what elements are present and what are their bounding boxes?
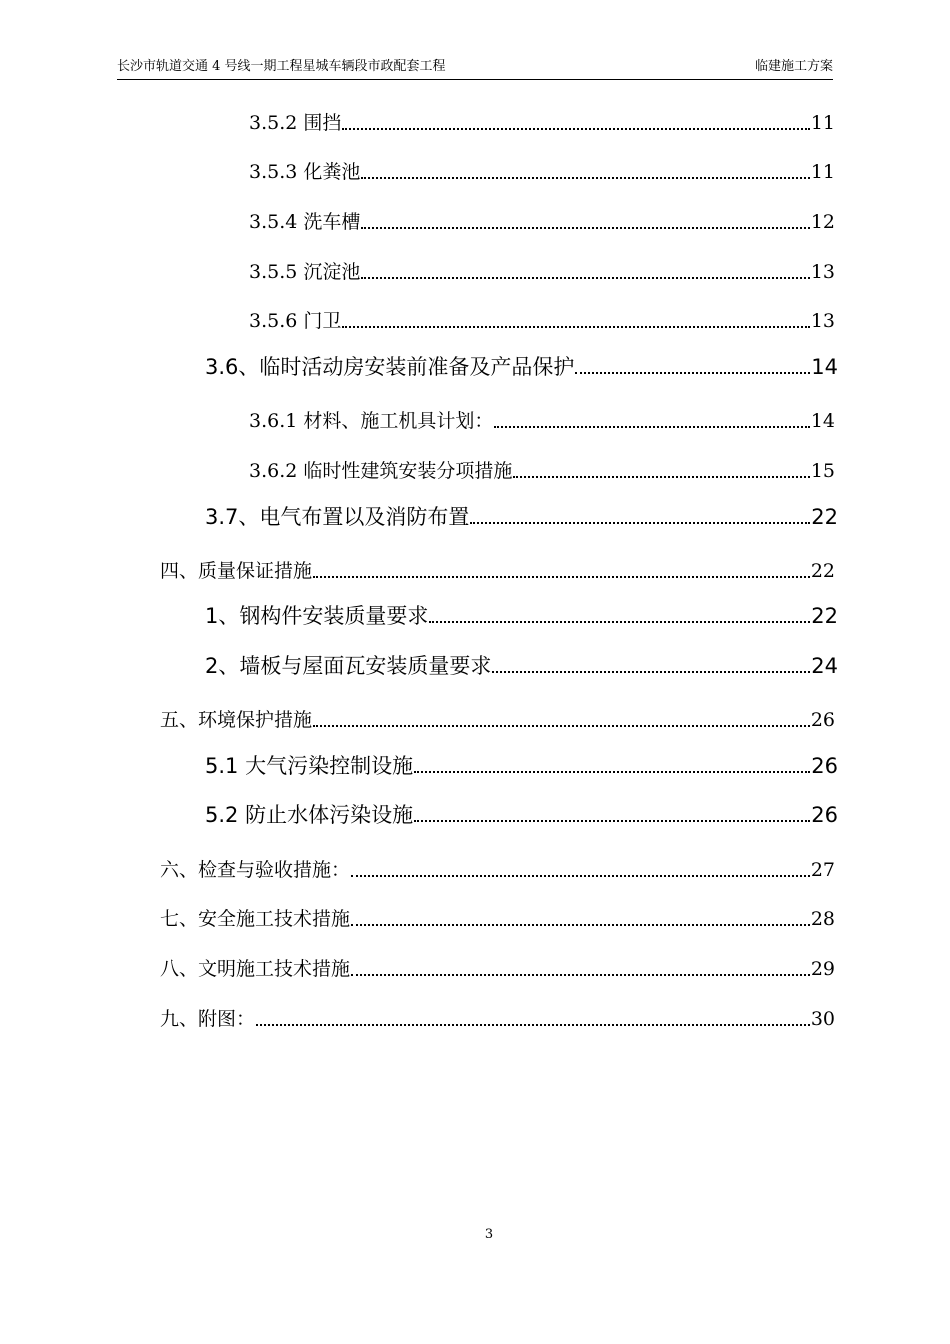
toc-dot-leader [513,476,809,478]
toc-entry-title: 2、墙板与屋面瓦安装质量要求 [205,654,492,678]
toc-entry[interactable] [249,456,835,486]
toc-entry-title: 3.5.6 门卫 [249,310,342,332]
toc-entry-title: 六、检查与验收措施： [160,859,351,881]
toc-entry-page: 22 [811,604,838,628]
header-divider [117,79,833,80]
toc-entry[interactable] [160,855,835,885]
toc-entry-title: 3.5.2 围挡 [249,112,342,134]
toc-dot-leader [361,177,809,179]
toc-entry[interactable] [249,108,835,138]
toc-entry-title: 5.2 防止水体污染设施 [205,803,414,827]
toc-dot-leader [313,725,810,727]
toc-dot-leader [414,820,810,822]
toc-entry[interactable] [160,705,835,735]
toc-entry-page: 13 [810,310,835,332]
header-project-title: 长沙市轨道交通 4 号线一期工程星城车辆段市政配套工程 [117,59,446,74]
toc-entry[interactable] [205,601,838,631]
toc-entry[interactable] [205,502,838,532]
toc-entry-title: 七、安全施工技术措施 [160,908,351,930]
toc-entry-title: 八、文明施工技术措施 [160,958,351,980]
toc-entry-title: 1、钢构件安装质量要求 [205,604,429,628]
toc-entry-page: 24 [811,654,838,678]
toc-dot-leader [351,875,810,877]
toc-entry[interactable] [205,651,838,681]
toc-dot-leader [414,771,810,773]
toc-dot-leader [256,1024,810,1026]
toc-entry-page: 30 [810,1008,835,1030]
toc-entry-title: 3.6.2 临时性建筑安装分项措施 [249,460,513,482]
toc-entry-title: 3.7、电气布置以及消防布置 [205,505,470,529]
header-document-title: 临建施工方案 [754,59,833,74]
toc-entry[interactable] [249,257,835,287]
toc-entry-page: 11 [810,161,835,183]
toc-dot-leader [351,974,810,976]
toc-entry[interactable] [160,556,835,586]
toc-entry[interactable] [249,306,835,336]
page-number: 3 [484,1227,494,1242]
toc-entry-page: 28 [810,908,835,930]
toc-entry[interactable] [249,207,835,237]
toc-entry-page: 27 [810,859,835,881]
toc-entry-title: 3.6.1 材料、施工机具计划： [249,410,494,432]
toc-entry-title: 五、环境保护措施 [160,709,313,731]
toc-dot-leader [470,522,810,524]
toc-entry[interactable] [160,1004,835,1034]
toc-entry-title: 3.6、临时活动房安装前准备及产品保护 [205,355,575,379]
toc-entry-page: 14 [811,355,838,379]
toc-entry[interactable] [249,406,835,436]
toc-entry[interactable] [160,954,835,984]
toc-dot-leader [429,621,810,623]
toc-entry-page: 26 [810,709,835,731]
toc-dot-leader [361,277,809,279]
toc-entry-page: 22 [811,505,838,529]
toc-entry[interactable] [249,157,835,187]
toc-entry-title: 3.5.3 化粪池 [249,161,361,183]
toc-entry-page: 15 [810,460,835,482]
toc-entry-page: 26 [811,754,838,778]
toc-entry-page: 22 [810,560,835,582]
running-header [117,55,833,77]
toc-entry[interactable] [205,352,838,382]
toc-entry-title: 九、附图： [160,1008,256,1030]
toc-entry-title: 3.5.5 沉淀池 [249,261,361,283]
toc-dot-leader [342,326,809,328]
toc-entry-page: 13 [810,261,835,283]
toc-entry-page: 26 [811,803,838,827]
toc-entry-title: 5.1 大气污染控制设施 [205,754,414,778]
toc-entry[interactable] [160,904,835,934]
toc-entry[interactable] [205,800,838,830]
toc-entry-page: 14 [810,410,835,432]
toc-dot-leader [361,227,809,229]
toc-entry-title: 四、质量保证措施 [160,560,313,582]
toc-entry-title: 3.5.4 洗车槽 [249,211,361,233]
toc-dot-leader [492,671,810,673]
toc-entry-page: 11 [810,112,835,134]
toc-dot-leader [494,426,809,428]
toc-dot-leader [313,576,810,578]
toc-dot-leader [342,128,809,130]
toc-entry[interactable] [205,751,838,781]
toc-dot-leader [351,924,810,926]
toc-entry-page: 12 [810,211,835,233]
toc-dot-leader [575,372,810,374]
toc-entry-page: 29 [810,958,835,980]
